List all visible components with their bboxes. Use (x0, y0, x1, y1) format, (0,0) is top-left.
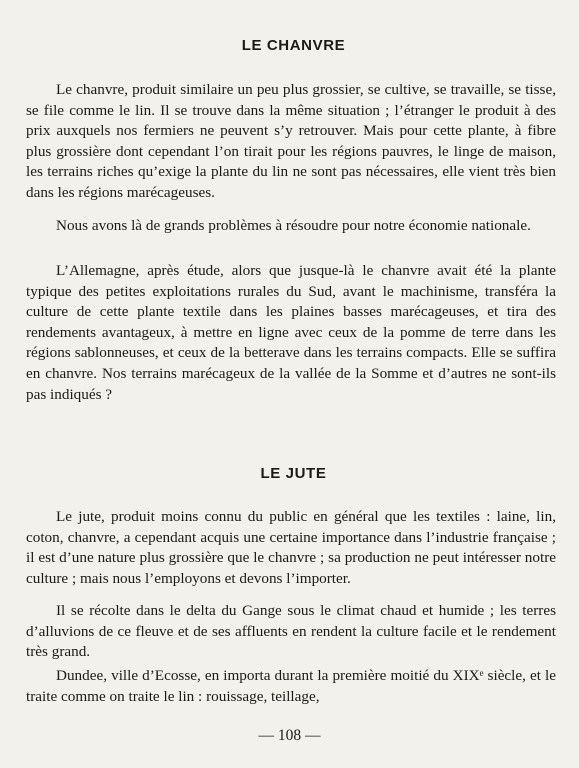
section-title-jute: LE JUTE (260, 465, 327, 482)
paragraph-chanvre-3: L’Allemagne, après étude, alors que jusque-là le chanvre avait été la plante typique des petites exploitations rurales du Sud, avant le machinisme, transféra la culture de cette plante textile dans les plaines basses marécageuses, et tira des rendements avantageux, à mettre en ligne avec ceux de la pomme de terre dans les régions sablonneuses, et ceux de la betterave dans les terrains compacts. Elle se suffira en chanvre. Nos terrains marécageux de la vallée de la Somme et d’autres ne sont-ils pas indiqués ? (26, 262, 556, 403)
paragraph-jute-2: Il se récolte dans le delta du Gange sous le climat chaud et humide ; les terres d’alluvions de ce fleuve et de ses affluents en rendent la culture facile et le rendement très grand. (26, 602, 556, 661)
paragraph-chanvre-1: Le chanvre, produit similaire un peu plus grossier, se cultive, se travaille, se tisse, se file comme le lin. Il se trouve dans la même situation ; l’étranger le produit à des prix auxquels nos fermiers ne peuvent s’y retrouver. Mais pour cette plante, à fibre plus grossière dont cependant l’on tirait pour les régions pauvres, le linge de maison, les terrains riches qu’exige la plante du lin ne sont pas nécessaires, elle vient très bien dans les régions marécageuses. (26, 81, 556, 201)
page-number: — 108 — (258, 727, 321, 744)
section-title-chanvre: LE CHANVRE (241, 37, 346, 54)
paragraph-jute-1: Le jute, produit moins connu du public en général que les textiles : laine, lin, coton, chanvre, a cependant acquis une certaine importance dans l’industrie française ; il est d’une nature plus grossière que le chanvre ; sa production ne peut intéresser notre culture ; mais nous l’employons et devons l’importer. (26, 508, 556, 587)
paragraph-jute-3: Dundee, ville d’Ecosse, en importa durant la première moitié du XIXᵉ siècle, et le traite comme on traite le lin : rouissage, teillage, (26, 667, 556, 705)
paragraph-chanvre-2: Nous avons là de grands problèmes à résoudre pour notre économie nationale. (56, 217, 531, 234)
